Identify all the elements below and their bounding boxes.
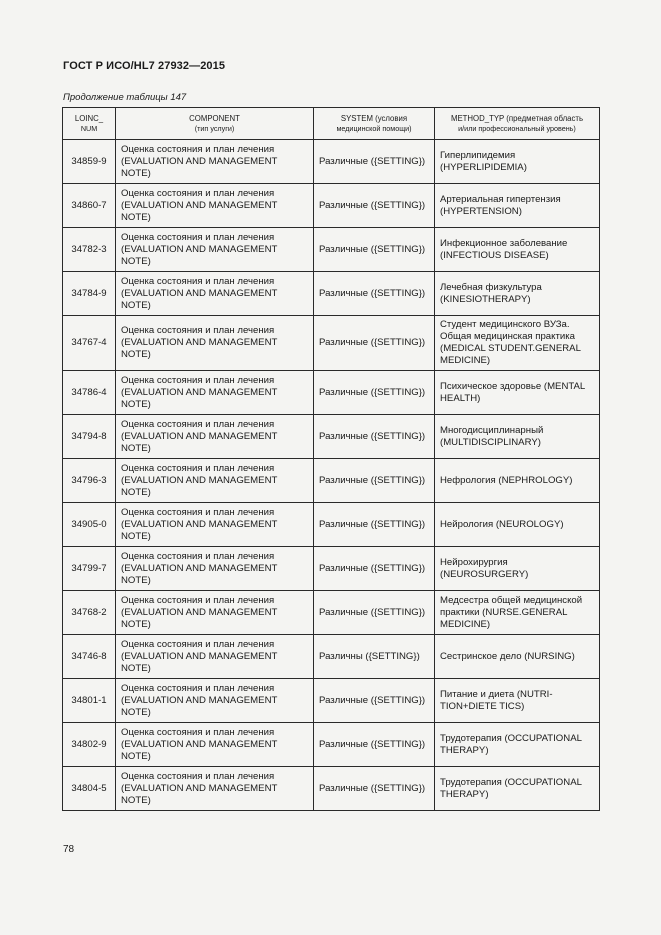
table-row — [63, 635, 600, 679]
system-cell: Различные ({SETTING}) — [314, 415, 435, 459]
col-header-loinc — [63, 108, 116, 140]
page-number: 78 — [63, 844, 75, 855]
table-continuation-label: Продолжение таблицы 147 — [63, 92, 187, 103]
component-cell: Оценка состояния и план лечения (EVALUATION AND MANAGEMENT NOTE) — [116, 459, 314, 503]
method-cell: Лечебная физкультура (KINESIOTHERAPY) — [435, 272, 600, 316]
component-cell: Оценка состояния и план лечения (EVALUATION AND MANAGEMENT NOTE) — [116, 503, 314, 547]
method-cell: Нейрология (NEUROLOGY) — [435, 503, 600, 547]
loinc-cell: 34799-7 — [63, 547, 116, 591]
loinc-cell: 34768-2 — [63, 591, 116, 635]
loinc-cell: 34905-0 — [63, 503, 116, 547]
table-row — [63, 547, 600, 591]
loinc-cell: 34782-3 — [63, 228, 116, 272]
table-row — [63, 767, 600, 811]
loinc-cell: 34860-7 — [63, 184, 116, 228]
method-cell: Нефрология (NEPHROLOGY) — [435, 459, 600, 503]
component-cell: Оценка состояния и план лечения (EVALUATION AND MANAGEMENT NOTE) — [116, 415, 314, 459]
col-header-component-main: COMPONENT — [189, 113, 240, 123]
table-row — [63, 272, 600, 316]
table-row — [63, 679, 600, 723]
system-cell: Различные ({SETTING}) — [314, 503, 435, 547]
method-cell: Инфекционное заболевание (INFECTIOUS DISEASE) — [435, 228, 600, 272]
method-cell: Трудотерапия (OCCUPATIONAL THERAPY) — [435, 767, 600, 811]
system-cell: Различные ({SETTING}) — [314, 767, 435, 811]
loinc-cell: 34859-9 — [63, 140, 116, 184]
col-header-component — [116, 108, 314, 140]
component-cell: Оценка состояния и план лечения (EVALUATION AND MANAGEMENT NOTE) — [116, 679, 314, 723]
system-cell: Различные ({SETTING}) — [314, 547, 435, 591]
component-cell: Оценка состояния и план лечения (EVALUATION AND MANAGEMENT NOTE) — [116, 228, 314, 272]
method-cell: Медсестра общей медицинской практики (NURSE.GENERAL MEDICINE) — [435, 591, 600, 635]
col-header-system-main: SYSTEM (условия — [340, 113, 408, 123]
method-cell: Психическое здоровье (MENTAL HEALTH) — [435, 371, 600, 415]
loinc-cell: 34801-1 — [63, 679, 116, 723]
col-header-loinc-main: LOINC_ — [74, 113, 104, 123]
table-row — [63, 316, 600, 371]
loinc-cell: 34804-5 — [63, 767, 116, 811]
table-row — [63, 371, 600, 415]
method-cell: Гиперлипидемия (HYPERLIPIDEMIA) — [435, 140, 600, 184]
col-header-system-sub: медицинской помощи) — [336, 123, 412, 133]
loinc-cell: 34802-9 — [63, 723, 116, 767]
method-cell: Нейрохирургия (NEUROSURGERY) — [435, 547, 600, 591]
col-header-loinc-sub: NUM — [80, 123, 98, 133]
table-row — [63, 415, 600, 459]
system-cell: Различные ({SETTING}) — [314, 140, 435, 184]
table-row — [63, 140, 600, 184]
component-cell: Оценка состояния и план лечения (EVALUATION AND MANAGEMENT NOTE) — [116, 723, 314, 767]
system-cell: Различные ({SETTING}) — [314, 316, 435, 371]
col-header-method — [435, 108, 600, 140]
loinc-cell: 34784-9 — [63, 272, 116, 316]
system-cell: Различные ({SETTING}) — [314, 591, 435, 635]
component-cell: Оценка состояния и план лечения (EVALUATION AND MANAGEMENT NOTE) — [116, 140, 314, 184]
document-title: ГОСТ Р ИСО/HL7 27932—2015 — [63, 60, 226, 72]
col-header-method-sub: и/или профессиональный уровень) — [458, 123, 576, 133]
system-cell: Различные ({SETTING}) — [314, 371, 435, 415]
component-cell: Оценка состояния и план лечения (EVALUATION AND MANAGEMENT NOTE) — [116, 635, 314, 679]
system-cell: Различные ({SETTING}) — [314, 459, 435, 503]
component-cell: Оценка состояния и план лечения (EVALUATION AND MANAGEMENT NOTE) — [116, 547, 314, 591]
loinc-cell: 34794-8 — [63, 415, 116, 459]
loinc-cell: 34746-8 — [63, 635, 116, 679]
system-cell: Различные ({SETTING}) — [314, 723, 435, 767]
table-row — [63, 459, 600, 503]
col-header-method-main: METHOD_TYP (предметная область — [450, 113, 584, 123]
component-cell: Оценка состояния и план лечения (EVALUATION AND MANAGEMENT NOTE) — [116, 591, 314, 635]
method-cell: Многодисциплинарный (MULTIDISCIPLINARY) — [435, 415, 600, 459]
loinc-cell: 34796-3 — [63, 459, 116, 503]
table-header-row — [63, 108, 600, 140]
method-cell: Студент медицинского ВУЗа. Общая медицинская практика (MEDICAL STUDENT.GENERAL MEDICINE) — [435, 316, 600, 371]
component-cell: Оценка состояния и план лечения (EVALUATION AND MANAGEMENT NOTE) — [116, 371, 314, 415]
component-cell: Оценка состояния и план лечения (EVALUATION AND MANAGEMENT NOTE) — [116, 184, 314, 228]
loinc-cell: 34786-4 — [63, 371, 116, 415]
component-cell: Оценка состояния и план лечения (EVALUATION AND MANAGEMENT NOTE) — [116, 767, 314, 811]
loinc-table — [62, 107, 600, 811]
system-cell: Различные ({SETTING}) — [314, 272, 435, 316]
table-row — [63, 591, 600, 635]
system-cell: Различны ({SETTING}) — [314, 635, 435, 679]
component-cell: Оценка состояния и план лечения (EVALUATION AND MANAGEMENT NOTE) — [116, 316, 314, 371]
loinc-cell: 34767-4 — [63, 316, 116, 371]
system-cell: Различные ({SETTING}) — [314, 228, 435, 272]
system-cell: Различные ({SETTING}) — [314, 184, 435, 228]
system-cell: Различные ({SETTING}) — [314, 679, 435, 723]
method-cell: Артериальная гипертензия (HYPERTENSION) — [435, 184, 600, 228]
table-row — [63, 503, 600, 547]
col-header-component-sub: (тип услуги) — [194, 123, 235, 133]
col-header-system — [314, 108, 435, 140]
method-cell: Питание и диета (NUTRI-TION+DIETE TICS) — [435, 679, 600, 723]
table-row — [63, 184, 600, 228]
table-row — [63, 723, 600, 767]
method-cell: Трудотерапия (OCCUPATIONAL THERAPY) — [435, 723, 600, 767]
table-row — [63, 228, 600, 272]
component-cell: Оценка состояния и план лечения (EVALUATION AND MANAGEMENT NOTE) — [116, 272, 314, 316]
method-cell: Сестринское дело (NURSING) — [435, 635, 600, 679]
